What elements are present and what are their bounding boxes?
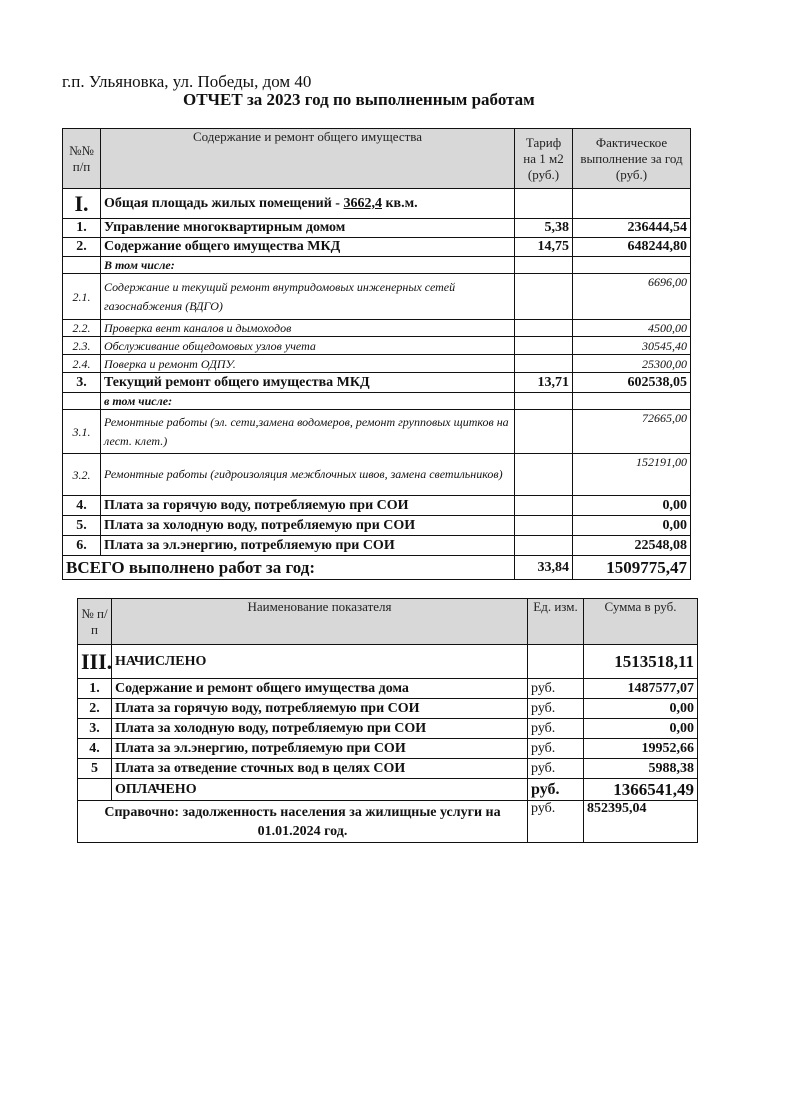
table-row: 6. Плата за эл.энергию, потребляемую при СОИ 22548,08 (63, 536, 691, 556)
col-tariff-header: Тариф на 1 м2 (руб.) (515, 129, 573, 189)
debt-sum: 852395,04 (584, 801, 698, 843)
table-row: 4. Плата за эл.энергию, потребляемую при СОИ руб. 19952,66 (78, 739, 698, 759)
total-fact: 1509775,47 (573, 556, 691, 580)
paid-row: ОПЛАЧЕНО руб. 1366541,49 (78, 779, 698, 801)
debt-note: Справочно: задолженность населения за жилищные услуги на 01.01.2024 год. (78, 801, 528, 843)
note-row: Справочно: задолженность населения за жилищные услуги на 01.01.2024 год. руб. 852395,04 (78, 801, 698, 843)
accruals-table (77, 598, 698, 843)
table-row: 5. Плата за холодную воду, потребляемую при СОИ 0,00 (63, 516, 691, 536)
total-row (63, 556, 691, 580)
works-table (62, 128, 691, 580)
table-row: в том числе: (63, 393, 691, 410)
col-unit-header: Ед. изм. (528, 599, 584, 645)
area-label: Общая площадь жилых помещений - 3662,4 кв.м. (101, 189, 515, 219)
table-row: 2.3. Обслуживание общедомовых узлов учета 30545,40 (63, 337, 691, 355)
col-no-header: № п/п (78, 599, 112, 645)
address: г.п. Ульяновка, ул. Победы, дом 40 (62, 72, 312, 91)
total-tariff: 33,84 (515, 556, 573, 580)
total-label: ВСЕГО выполнено работ за год: (63, 556, 515, 580)
col-sum-header: Сумма в руб. (584, 599, 698, 645)
table-row (63, 189, 691, 219)
table-row: 4. Плата за горячую воду, потребляемую при СОИ 0,00 (63, 496, 691, 516)
col-name-header: Содержание и ремонт общего имущества (101, 129, 515, 189)
table-row: 1. Содержание и ремонт общего имущества дома руб. 1487577,07 (78, 679, 698, 699)
table-row: 1. Управление многоквартирным домом 5,38 236444,54 (63, 219, 691, 238)
table-row: 3. Плата за холодную воду, потребляемую при СОИ руб. 0,00 (78, 719, 698, 739)
table-row: 2. Плата за горячую воду, потребляемую при СОИ руб. 0,00 (78, 699, 698, 719)
table-row: 2.4. Поверка и ремонт ОДПУ. 25300,00 (63, 355, 691, 373)
table-row: 3. Текущий ремонт общего имущества МКД 13,71 602538,05 (63, 373, 691, 393)
table-row: В том числе: (63, 257, 691, 274)
report-title: ОТЧЕТ за 2023 год по выполненным работам (183, 90, 535, 109)
table-row: 5 Плата за отведение сточных вод в целях СОИ руб. 5988,38 (78, 759, 698, 779)
col-fact-header: Фактическое выполнение за год (руб.) (573, 129, 691, 189)
table-row: 2. Содержание общего имущества МКД 14,75 648244,80 (63, 238, 691, 257)
section-number: I. (63, 189, 101, 219)
table-row: 3.1. Ремонтные работы (эл. сети,замена водомеров, ремонт групповых щитков на лест. клет.) 72665,00 (63, 410, 691, 454)
col-name-header: Наименование показателя (112, 599, 528, 645)
table-row: 2.1. Содержание и текущий ремонт внутридомовых инженерных сетей газоснабжения (ВДГО) 6696,00 (63, 274, 691, 320)
table-row: III. НАЧИСЛЕНО 1513518,11 (78, 645, 698, 679)
col-no-header: №№ п/п (63, 129, 101, 189)
table-row: 2.2. Проверка вент каналов и дымоходов 4500,00 (63, 320, 691, 337)
table-row: 3.2. Ремонтные работы (гидроизоляция межблочных швов, замена светильников) 152191,00 (63, 454, 691, 496)
